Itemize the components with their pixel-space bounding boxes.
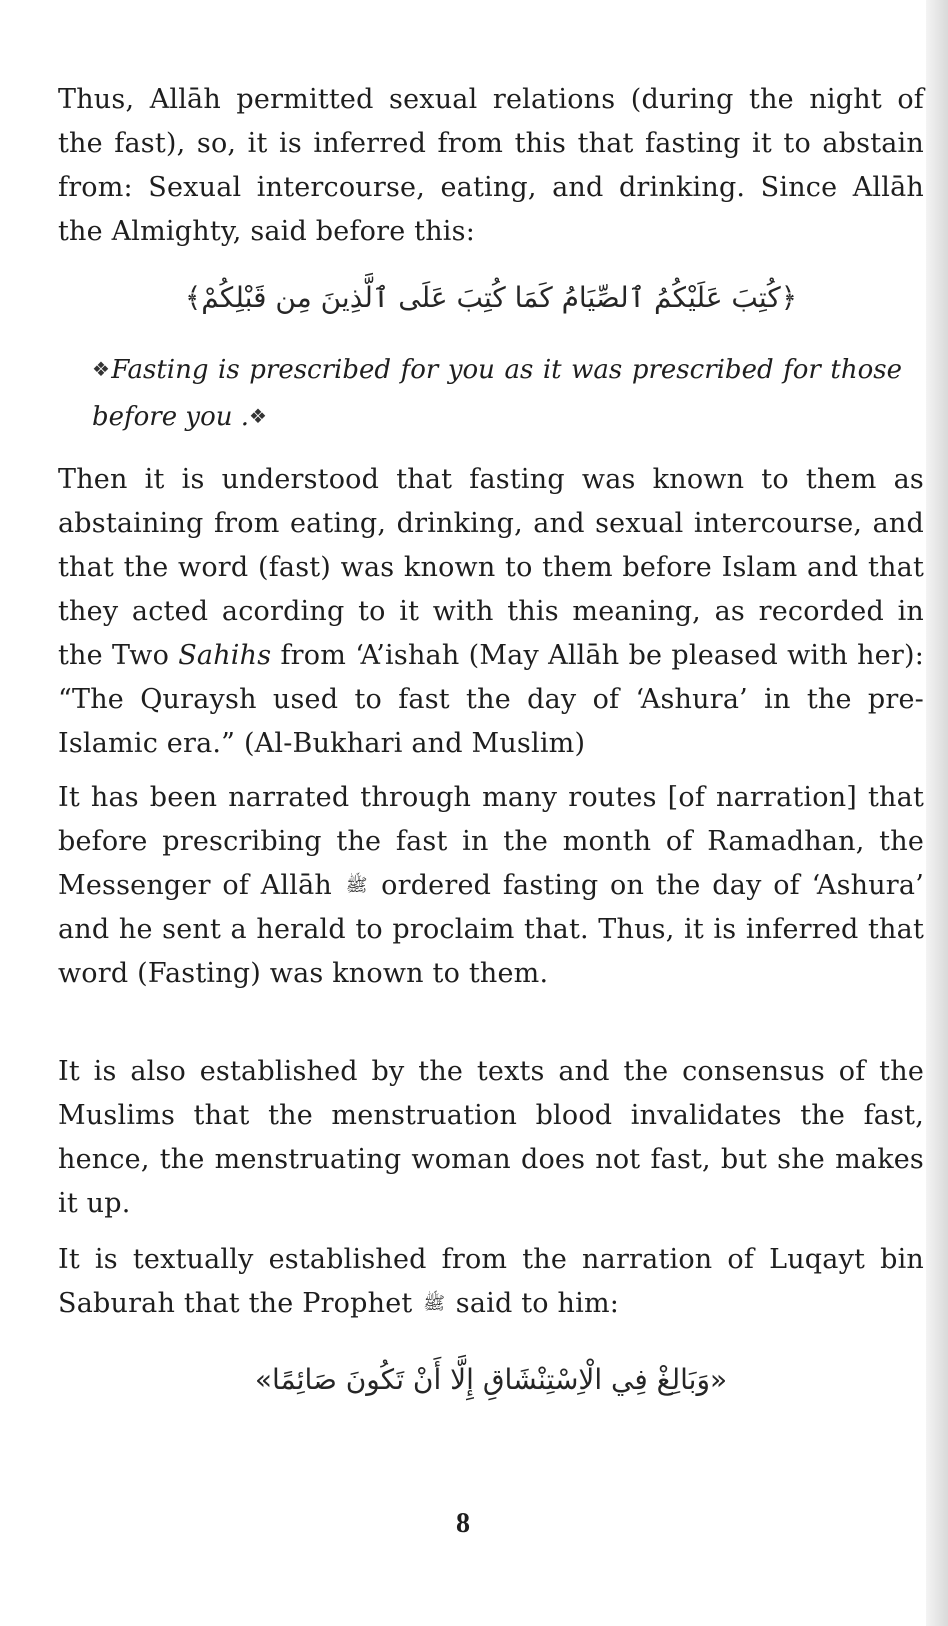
paragraph-5-part-1: It is textually established from the narration of Luqayt bin Saburah that the Prophet	[58, 1244, 924, 1319]
sahihs-term: Sahihs	[178, 640, 272, 671]
paragraph-5-part-2: said to him:	[455, 1288, 620, 1319]
paragraph-1: Thus, Allāh permitted sexual relations (during the night of the fast), so, it is inferred from this that fasting it to abstain from: Sexual intercourse, eating, and drinking. Since Allāh the Almighty, said before this:	[58, 84, 924, 247]
quran-verse-translation	[92, 346, 902, 440]
pbuh-icon-2: ﷺ	[423, 1293, 445, 1314]
paragraph-2-part-1: Then it is understood that fasting was known to them as abstaining from eating, drinking, and sexual intercourse, and that the word (fast) was known to them before Islam and that they acted acording to it with this meaning, as recorded in the Two	[58, 464, 924, 671]
paragraph-3-part-2: ordered fasting on the day of ‘Ashura’ and he sent a herald to proclaim that. Thus, it is inferred that word (Fasting) was known to them.	[58, 870, 924, 989]
ornament-close-icon: ❖	[249, 404, 267, 428]
pbuh-icon: ﷺ	[345, 875, 368, 896]
paragraph-3-part-1: It has been narrated through many routes [of narration] that before prescribing the fast in the month of Ramadhan, the Messenger of Allāh	[58, 782, 924, 901]
paragraph-2	[58, 458, 924, 766]
page-edge	[926, 0, 948, 1626]
paragraph-2-part-2: from ‘A’ishah (May Allāh be pleased with her): “The Quraysh used to fast the day of ‘Ashura’ in the pre-Islamic era.” (Al-Bukhari and Muslim)	[58, 640, 924, 759]
paragraph-4: It is also established by the texts and the consensus of the Muslims that the menstruation blood invalidates the fast, hence, the menstruating woman does not fast, but she makes it up.	[58, 1056, 924, 1219]
page-number: 8	[456, 1508, 470, 1539]
paragraph-3	[58, 776, 924, 996]
translation-text: Fasting is prescribed for you as it was prescribed for those before you .	[92, 355, 902, 432]
paragraph-5	[58, 1238, 924, 1326]
hadith-arabic: «وَبَالِغْ فِي الْاِسْتِنْشَاقِ إِلَّا أَنْ تَكُونَ صَائِمًا»	[254, 1363, 728, 1396]
ornament-open-icon: ❖	[92, 357, 112, 381]
quran-verse-arabic: ﴿كُتِبَ عَلَيْكُمُ ٱلصِّيَامُ كَمَا كُتِبَ عَلَى ٱلَّذِينَ مِن قَبْلِكُمْ﴾	[184, 281, 798, 314]
